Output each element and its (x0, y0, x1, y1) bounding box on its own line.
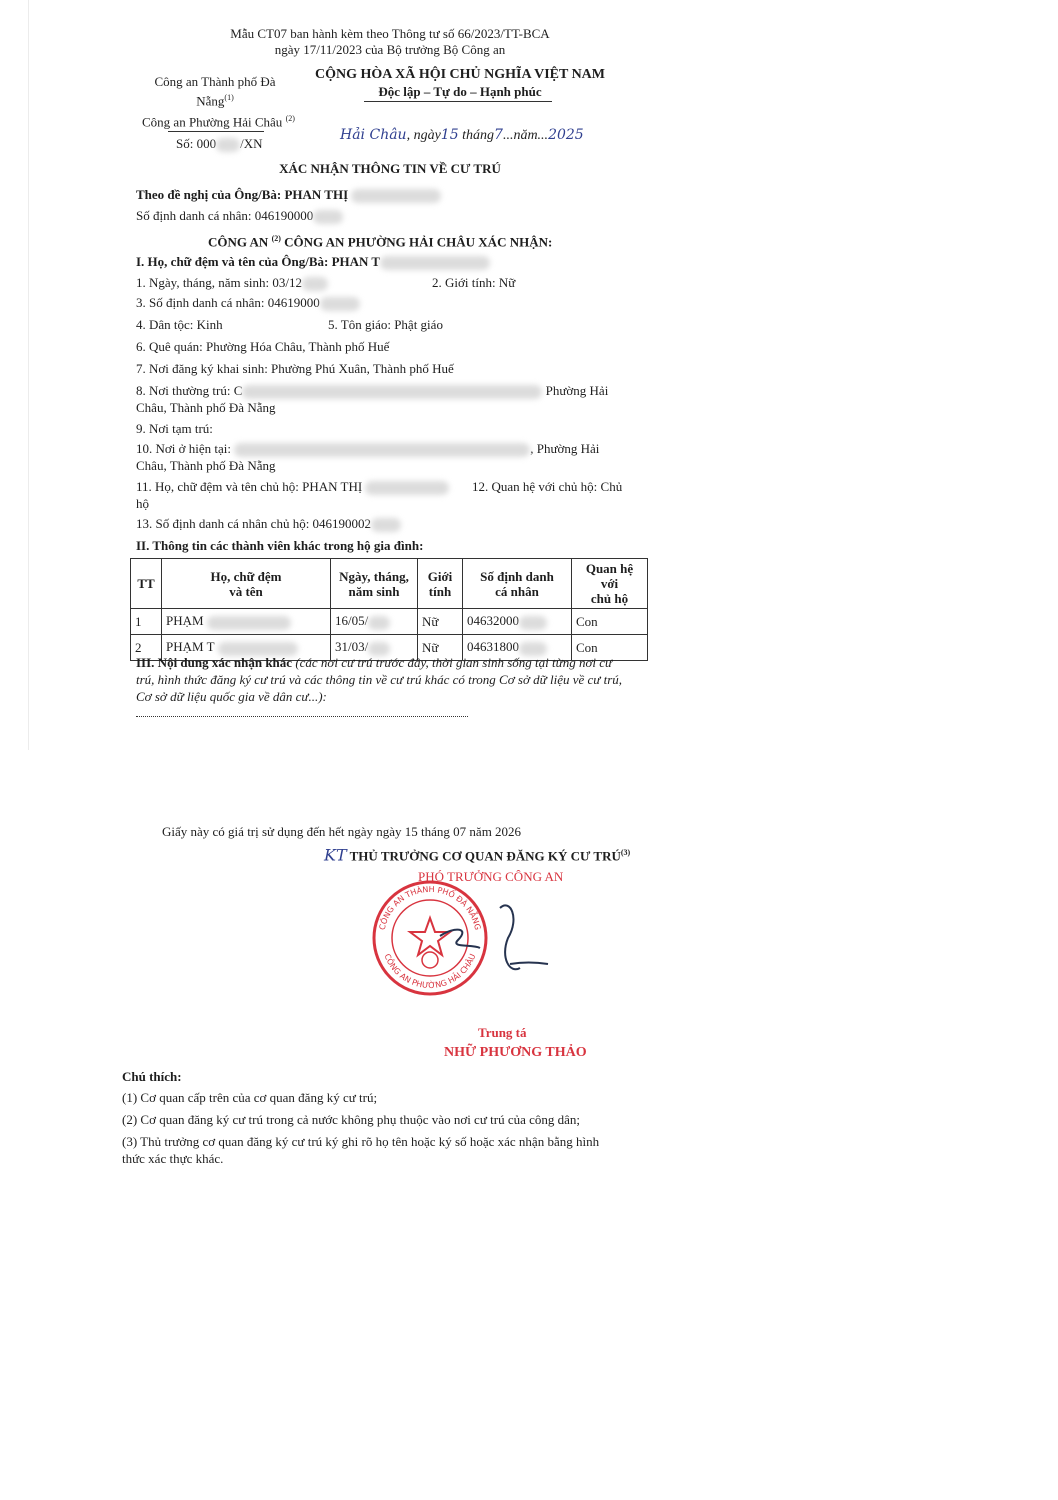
cell-tt: 2 (131, 635, 162, 661)
deputy-title: PHÓ TRƯỞNG CÔNG AN (418, 869, 564, 884)
document-number: Số: 000 /XN (176, 136, 263, 151)
cell-dob: 16/05/ (331, 609, 418, 635)
notes-heading: Chú thích: (122, 1069, 182, 1084)
month-handwritten: 7 (494, 127, 503, 143)
field-household-head: 11. Họ, chữ đệm và tên chủ hộ: PHAN THỊ (136, 479, 449, 495)
place-handwritten: Hải Châu (340, 127, 407, 143)
motto-underline (364, 101, 552, 102)
agency-line2: Nẵng$^{(1)}$ (196, 93, 234, 109)
field-gender: 2. Giới tính: Nữ (432, 275, 516, 290)
field-relation-to-head-cont: hộ (136, 496, 149, 511)
note-2: (2) Cơ quan đăng ký cư trú trong cả nước không phụ thuộc vào nơi cư trú của công dân; (122, 1112, 581, 1127)
sub-agency-underline (168, 131, 264, 132)
seal-text-bottom: CÔNG AN PHƯỜNG HẢI CHÂU (382, 952, 478, 991)
country-name: CỘNG HÒA XÃ HỘI CHỦ NGHĨA VIỆT NAM (314, 67, 605, 82)
cell-tt: 1 (131, 609, 162, 635)
day-handwritten: 15 (440, 127, 459, 143)
note-3: (3) Thủ trưởng cơ quan đăng ký cư trú ký ghi rõ họ tên hoặc ký số hoặc xác nhận bằng hình (122, 1134, 600, 1149)
form-header-line1: Mẫu CT07 ban hành kèm theo Thông tư số 66/2023/TT-BCA (230, 26, 550, 41)
cell-id: 04631800 (463, 635, 572, 661)
note-1: (1) Cơ quan cấp trên của cơ quan đăng ký cư trú; (122, 1090, 378, 1105)
cell-dob: 31/03/ (331, 635, 418, 661)
dotted-fill-line (136, 710, 468, 717)
col-header-gender: Giới tính (418, 559, 463, 609)
section2-heading: II. Thông tin các thành viên khác trong hộ gia đình: (136, 538, 424, 553)
motto: Độc lập – Tự do – Hạnh phúc (378, 84, 542, 99)
field-permanent-address: 8. Nơi thường trú: C Phường Hải (136, 383, 609, 398)
seal-outer-ring (374, 882, 486, 994)
cell-gender: Nữ (418, 635, 463, 661)
place-date: Hải Châu, ngày15 tháng7...năm...2025 (340, 127, 584, 143)
table-header-row (131, 559, 648, 609)
col-header-dob: Ngày, tháng, năm sinh (331, 559, 418, 609)
requester-id: Số định danh cá nhân: 046190000 (136, 208, 343, 224)
cell-name: PHẠM T (162, 635, 331, 661)
field-temporary-address: 9. Nơi tạm trú: (136, 421, 213, 436)
field-relation-to-head: 12. Quan hệ với chủ hộ: Chủ (472, 479, 623, 494)
year-handwritten: 2025 (548, 127, 584, 143)
field-current-address-cont: Châu, Thành phố Đà Nẵng (136, 458, 276, 473)
col-header-name: Họ, chữ đệm và tên (162, 559, 331, 609)
cell-relation: Con (572, 635, 648, 661)
document-title: XÁC NHẬN THÔNG TIN VỀ CƯ TRÚ (279, 161, 501, 176)
sub-agency: Công an Phường Hải Châu $^{(2)}$ (142, 114, 295, 130)
section3-line3: Cơ sở dữ liệu quốc gia về dân cư...): (136, 689, 327, 704)
seal-gear-emblem (422, 952, 438, 968)
signer-title: KT THỦ TRƯỞNG CƠ QUAN ĐĂNG KÝ CƯ TRÚ$^{(3)}$ (324, 845, 631, 865)
validity-statement: Giấy này có giá trị sử dụng đến hết ngày ngày 15 tháng 07 năm 2026 (162, 824, 522, 839)
col-header-tt: TT (131, 559, 162, 609)
form-header-line2: ngày 17/11/2023 của Bộ trưởng Bộ Công an (274, 42, 506, 57)
table-row (131, 609, 648, 635)
field-birth-registration: 7. Nơi đăng ký khai sinh: Phường Phú Xuân, Thành phố Huế (136, 361, 454, 376)
kt-handwritten: KT (324, 845, 347, 865)
household-members-table (130, 558, 648, 661)
field-household-head-id: 13. Số định danh cá nhân chủ hộ: 046190002 (136, 516, 401, 532)
cell-gender: Nữ (418, 609, 463, 635)
field-id: 3. Số định danh cá nhân: 04619000 (136, 295, 360, 311)
official-seal (360, 878, 560, 998)
signer-rank: Trung tá (478, 1025, 527, 1040)
handwritten-signature (440, 905, 548, 969)
requester: Theo đề nghị của Ông/Bà: PHAN THỊ (136, 187, 441, 203)
agency-line1: Công an Thành phố Đà (154, 74, 276, 89)
field-permanent-address-cont: Châu, Thành phố Đà Nẵng (136, 400, 276, 415)
signer-name: NHỮ PHƯƠNG THẢO (444, 1045, 587, 1060)
col-header-id: Số định danh cá nhân (463, 559, 572, 609)
field-current-address: 10. Nơi ở hiện tại: , Phường Hải (136, 441, 600, 456)
field-dob: 1. Ngày, tháng, năm sinh: 03/12 (136, 275, 328, 291)
cell-id: 04632000 (463, 609, 572, 635)
field-religion: 5. Tôn giáo: Phật giáo (328, 317, 443, 332)
section1-heading: I. Họ, chữ đệm và tên của Ông/Bà: PHAN T (136, 254, 490, 270)
col-header-relation: Quan hệ với chủ hộ (572, 559, 648, 609)
seal-inner-ring (392, 900, 468, 976)
seal-text-top: CÔNG AN THÀNH PHỐ ĐÀ NẴNG (377, 884, 483, 931)
section3-line1: III. Nội dung xác nhận khác (các nơi cư trú trước đây, thời gian sinh sống tại từng nơi cư (136, 655, 613, 670)
field-ethnicity: 4. Dân tộc: Kinh (136, 317, 223, 332)
scan-edge-line (28, 0, 29, 750)
cell-relation: Con (572, 609, 648, 635)
field-hometown: 6. Quê quán: Phường Hóa Châu, Thành phố Huế (136, 339, 390, 354)
note-3-cont: thức xác thực khác. (122, 1151, 224, 1166)
seal-star-emblem (410, 918, 450, 955)
confirm-heading: CÔNG AN $^{(2)}$ CÔNG AN PHƯỜNG HẢI CHÂU XÁC NHẬN: (208, 234, 553, 250)
section3-line2: trú, hình thức đăng ký cư trú và các thông tin về cư trú khác có trong Cơ sở dữ liệu về cư trú, (136, 672, 623, 687)
cell-name: PHẠM (162, 609, 331, 635)
